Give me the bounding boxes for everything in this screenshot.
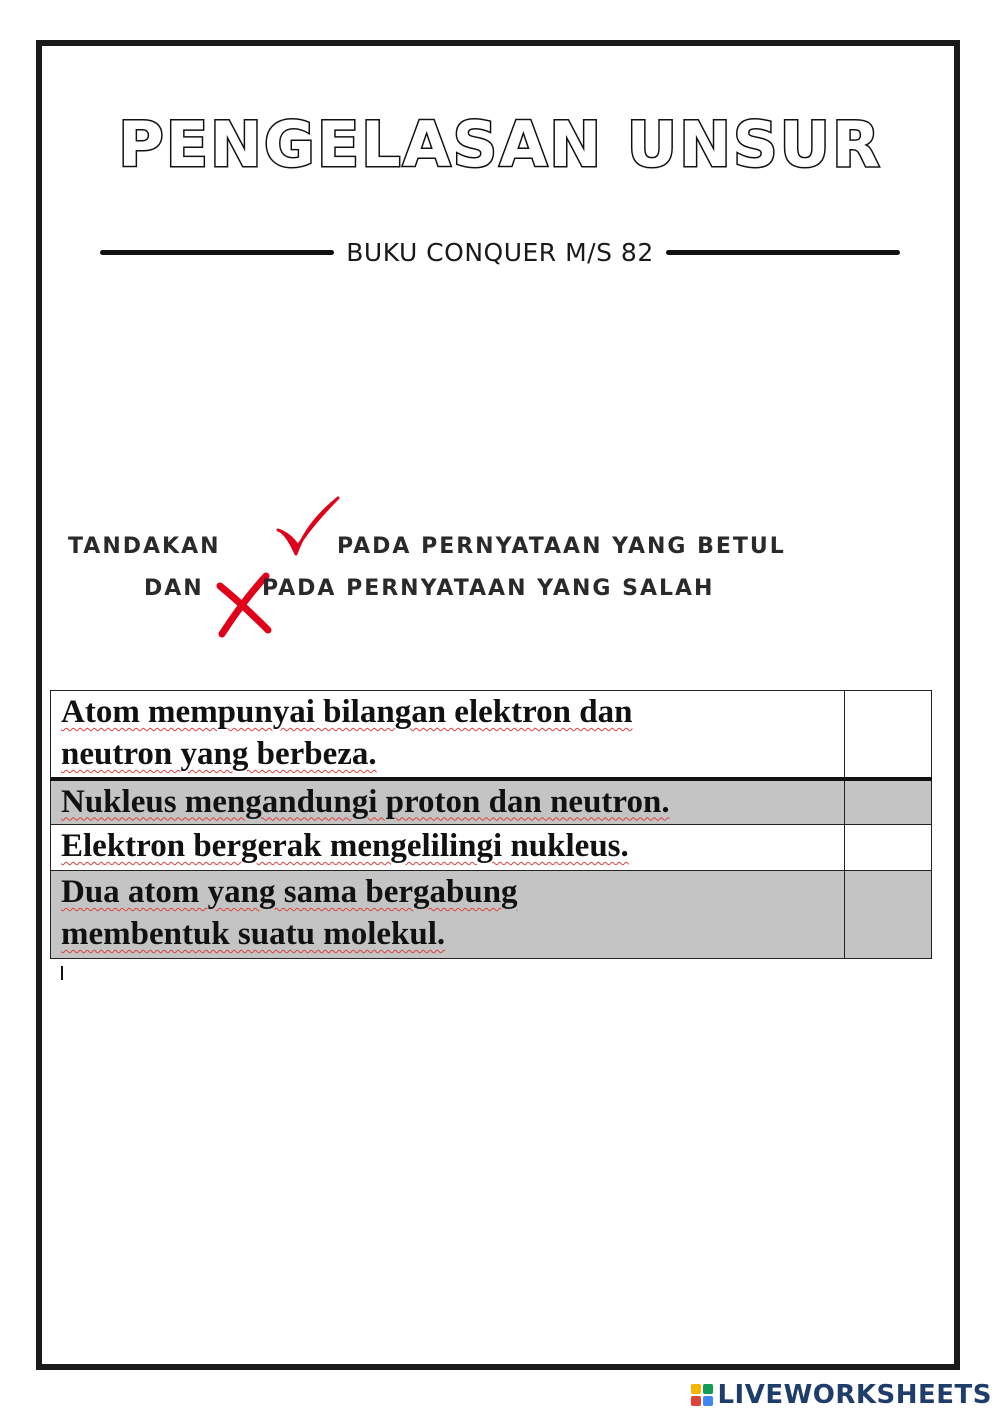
check-mark-icon xyxy=(272,494,344,562)
statement-1-line2: neutron yang berbeza. xyxy=(61,736,377,772)
answer-box-1[interactable] xyxy=(845,691,932,779)
statement-3-line1: Elektron bergerak mengelilingi nukleus. xyxy=(61,828,629,864)
instruction-tandakan: TANDAKAN xyxy=(68,534,221,559)
liveworksheets-brand: LIVEWORKSHEETS xyxy=(717,1380,992,1410)
statement-1 xyxy=(51,691,845,779)
statement-3 xyxy=(51,825,845,871)
liveworksheets-icon xyxy=(691,1384,713,1406)
page-title: PENGELASAN UNSUR xyxy=(118,108,882,181)
instruction-betul: PADA PERNYATAAN YANG BETUL xyxy=(337,534,786,559)
statements-table xyxy=(50,690,932,959)
table-row xyxy=(51,871,932,959)
right-divider xyxy=(666,250,900,255)
answer-box-3[interactable] xyxy=(845,825,932,871)
statement-2-line1: Nukleus mengandungi proton dan neutron. xyxy=(61,783,670,820)
statement-4-line1: Dua atom yang sama bergabung xyxy=(61,874,518,910)
table-row xyxy=(51,779,932,825)
subtitle-row xyxy=(100,232,900,272)
statement-4 xyxy=(51,871,845,959)
statement-4-line2: membentuk suatu molekul. xyxy=(61,916,446,952)
answer-box-4[interactable] xyxy=(845,871,932,959)
book-reference: BUKU CONQUER M/S 82 xyxy=(346,237,654,267)
instruction-dan: DAN xyxy=(144,576,204,601)
statement-2 xyxy=(51,779,845,825)
statement-1-line1: Atom mempunyai bilangan elektron dan xyxy=(61,694,633,730)
answer-box-2[interactable] xyxy=(845,779,932,825)
text-cursor xyxy=(61,966,63,980)
left-divider xyxy=(100,250,334,255)
liveworksheets-logo[interactable] xyxy=(691,1380,992,1410)
table-row xyxy=(51,825,932,871)
table-row xyxy=(51,691,932,779)
instruction-salah: PADA PERNYATAAN YANG SALAH xyxy=(262,576,715,601)
